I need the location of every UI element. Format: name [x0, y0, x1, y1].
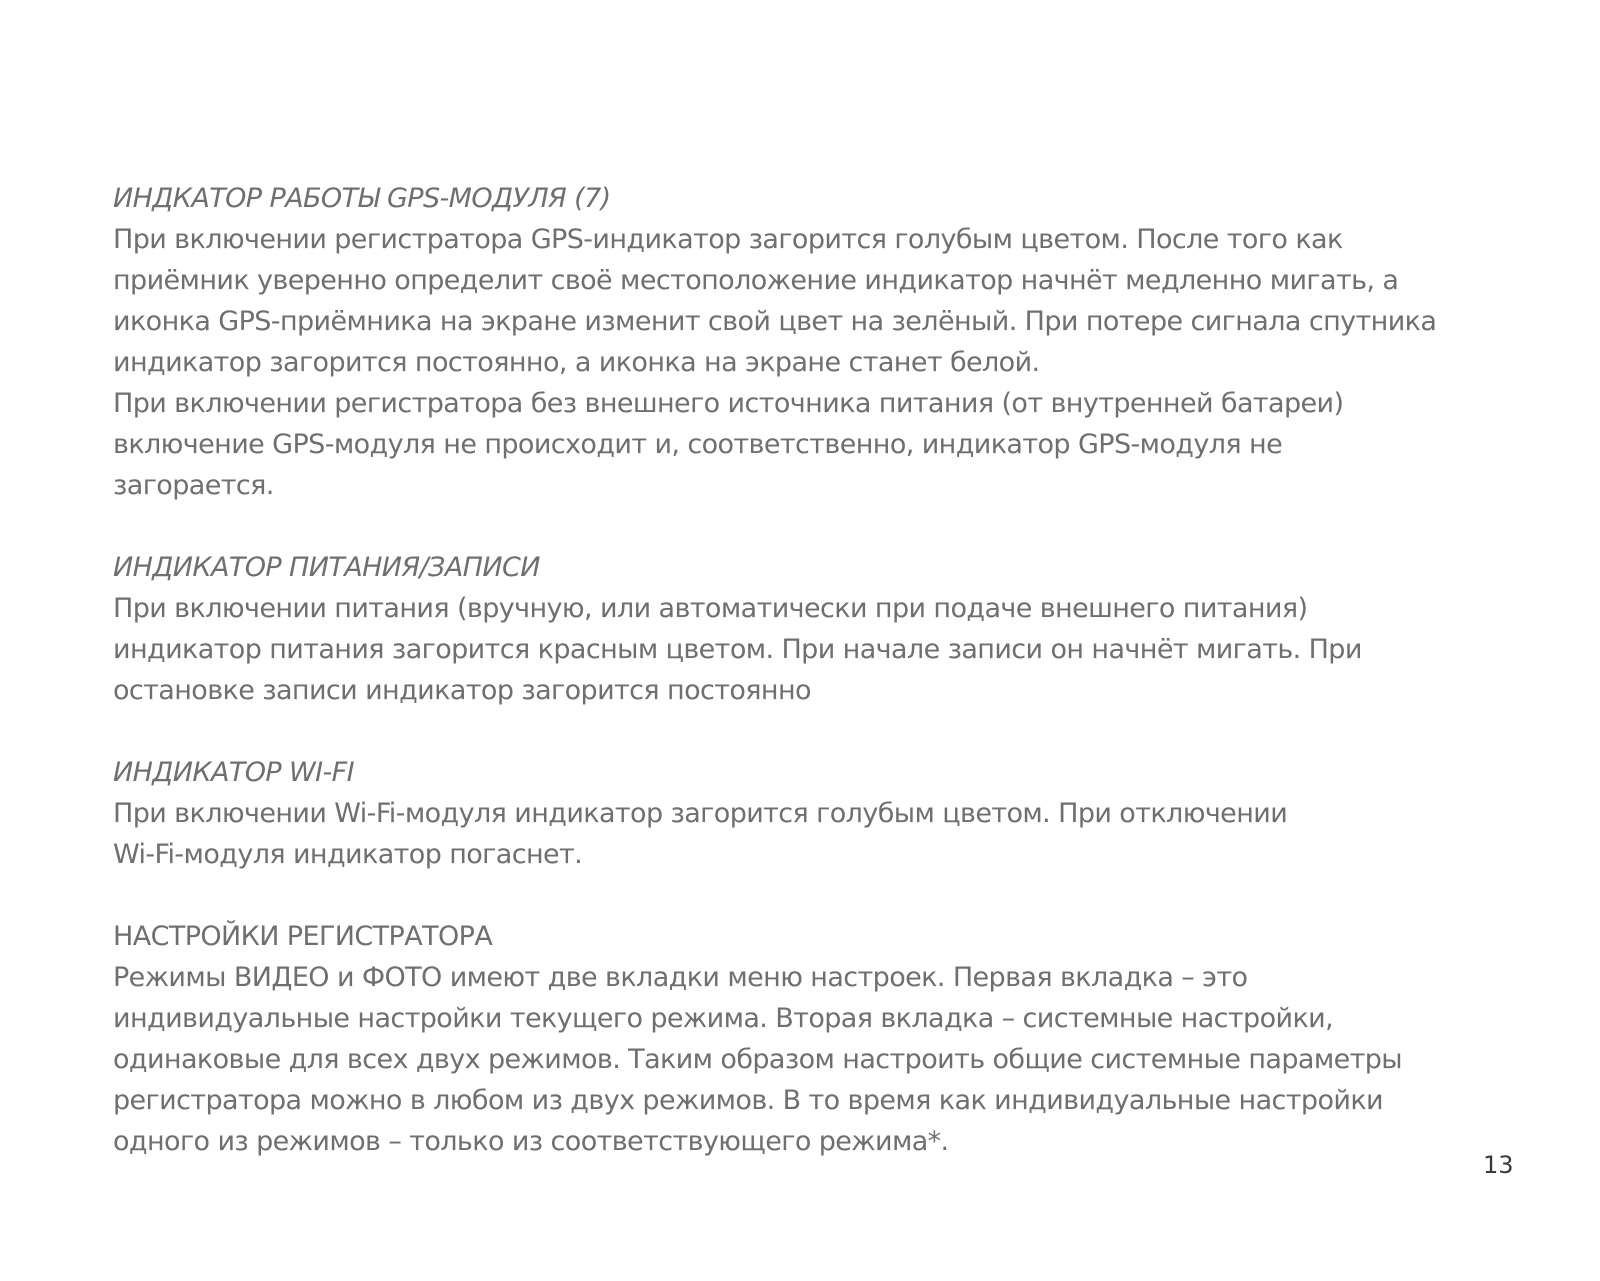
text-line: индикатор питания загорится красным цветом. При начале записи он начнёт мигать. При [113, 634, 1362, 665]
text-line: одинаковые для всех двух режимов. Таким образом настроить общие системные параметры [113, 1044, 1402, 1075]
text-line: Режимы ВИДЕО и ФОТО имеют две вкладки меню настроек. Первая вкладка – это [113, 962, 1248, 993]
section-recorder-settings [113, 916, 1513, 1162]
text-line: регистратора можно в любом из двух режимов. В то время как индивидуальные настройки [113, 1085, 1383, 1116]
section-text [113, 793, 1513, 875]
section-gps-indicator [113, 178, 1513, 506]
text-line: приёмник уверенно определит своё местоположение индикатор начнёт медленно мигать, а [113, 265, 1399, 296]
section-wifi-indicator [113, 752, 1513, 875]
text-line: При включении регистратора без внешнего источника питания (от внутренней батареи) [113, 388, 1344, 419]
text-line: одного из режимов – только из соответствующего режима*. [113, 1126, 949, 1157]
section-heading: НАСТРОЙКИ РЕГИСТРАТОРА [113, 921, 493, 952]
text-line: При включении Wi-Fi-модуля индикатор загорится голубым цветом. При отключении [113, 798, 1288, 829]
page-number: 13 [1483, 1151, 1514, 1179]
text-line: включение GPS-модуля не происходит и, соответственно, индикатор GPS-модуля не [113, 429, 1283, 460]
text-line: загорается. [113, 470, 274, 501]
section-text [113, 219, 1513, 506]
text-line: остановке записи индикатор загорится постоянно [113, 675, 811, 706]
section-power-record-indicator [113, 547, 1513, 711]
section-text [113, 957, 1513, 1162]
text-line: индикатор загорится постоянно, а иконка на экране станет белой. [113, 347, 1040, 378]
section-text [113, 588, 1513, 711]
section-heading: ИНДИКАТОР ПИТАНИЯ/ЗАПИСИ [113, 552, 540, 583]
document-body [113, 178, 1513, 1203]
text-line: При включении питания (вручную, или автоматически при подаче внешнего питания) [113, 593, 1308, 624]
text-line: При включении регистратора GPS-индикатор загорится голубым цветом. После того как [113, 224, 1343, 255]
section-heading: ИНДИКАТОР WI-FI [113, 757, 354, 788]
text-line: индивидуальные настройки текущего режима. Вторая вкладка – системные настройки, [113, 1003, 1334, 1034]
text-line: иконка GPS-приёмника на экране изменит свой цвет на зелёный. При потере сигнала спутника [113, 306, 1437, 337]
section-heading: ИНДКАТОР РАБОТЫ GPS-МОДУЛЯ (7) [113, 183, 611, 214]
text-line: Wi-Fi-модуля индикатор погаснет. [113, 839, 583, 870]
